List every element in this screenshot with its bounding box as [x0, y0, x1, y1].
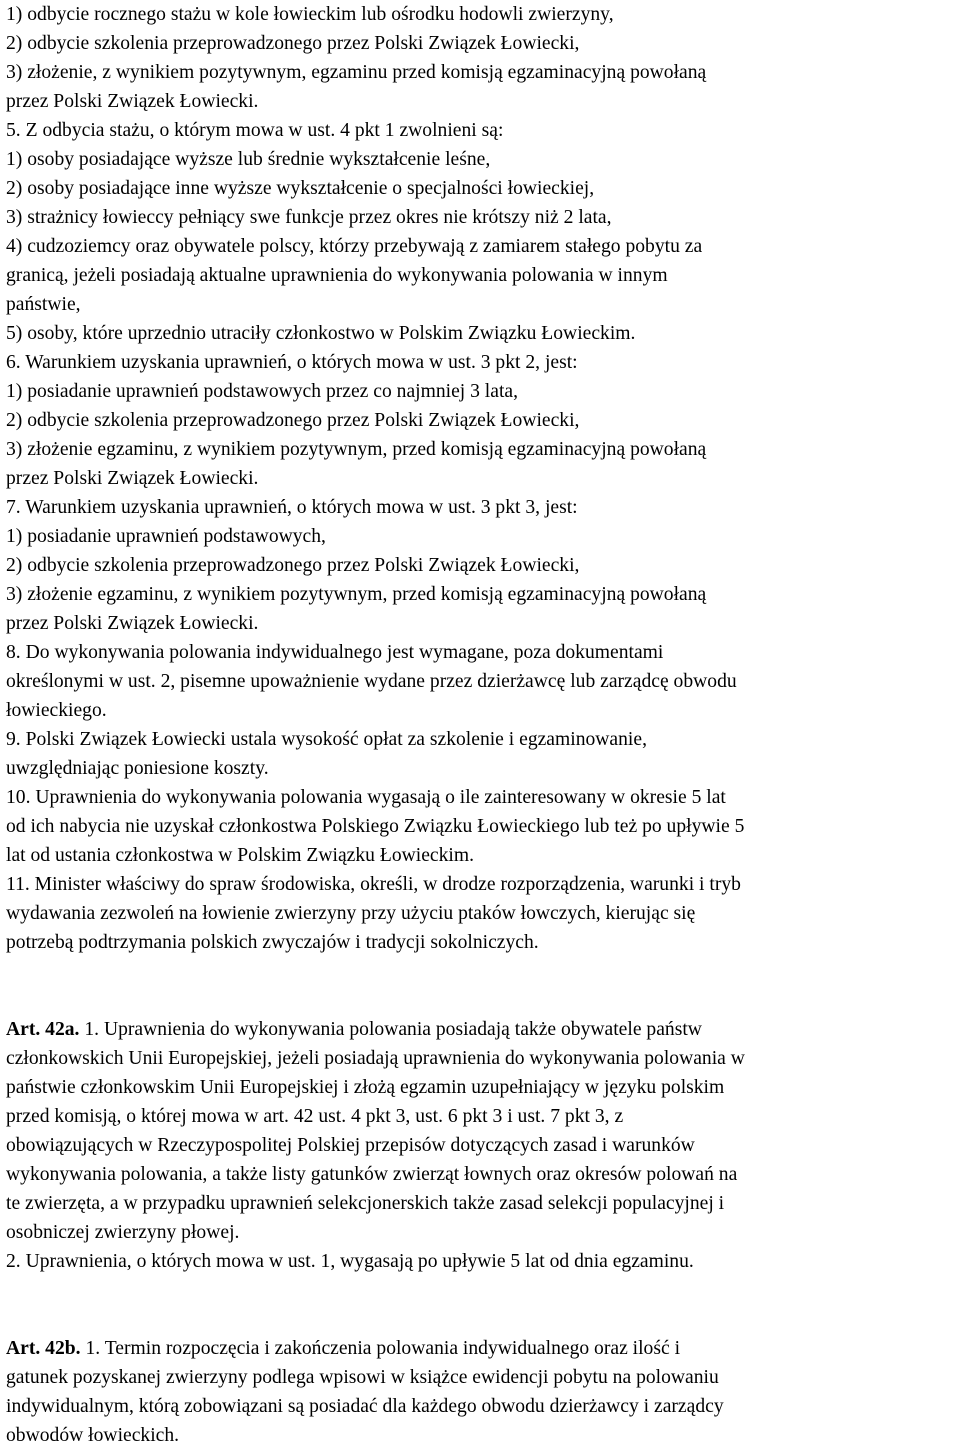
article-42b-first-text: 1. Termin rozpoczęcia i zakończenia polowania indywidualnego oraz ilość i	[80, 1338, 681, 1359]
text-line: 2) odbycie szkolenia przeprowadzonego przez Polski Związek Łowiecki,	[6, 33, 580, 54]
article-42a-first-text: 1. Uprawnienia do wykonywania polowania posiadają także obywatele państw	[79, 1019, 702, 1040]
spacer	[6, 1276, 956, 1305]
text-line: potrzebą podtrzymania polskich zwyczajów i tradycji sokolniczych.	[6, 932, 539, 953]
text-line: 7. Warunkiem uzyskania uprawnień, o których mowa w ust. 3 pkt 3, jest:	[6, 497, 578, 518]
text-line: 10. Uprawnienia do wykonywania polowania wygasają o ile zainteresowany w okresie 5 lat	[6, 787, 726, 808]
article-42a-label: Art. 42a.	[6, 1019, 80, 1040]
text-line: 9. Polski Związek Łowiecki ustala wysokość opłat za szkolenie i egzaminowanie,	[6, 729, 647, 750]
spacer	[6, 957, 956, 986]
text-line: 3) złożenie egzaminu, z wynikiem pozytywnym, przed komisją egzaminacyjną powołaną	[6, 439, 707, 460]
text-line: 3) strażnicy łowieccy pełniący swe funkcje przez okres nie krótszy niż 2 lata,	[6, 207, 612, 228]
text-line: uwzględniając poniesione koszty.	[6, 758, 269, 779]
text-line: 1) osoby posiadające wyższe lub średnie wykształcenie leśne,	[6, 149, 491, 170]
text-line: 3) złożenie egzaminu, z wynikiem pozytywnym, przed komisją egzaminacyjną powołaną	[6, 584, 707, 605]
article-42b-first-line	[6, 1334, 956, 1363]
text-line: przez Polski Związek Łowiecki.	[6, 91, 259, 112]
text-line: przez Polski Związek Łowiecki.	[6, 613, 259, 634]
spacer	[6, 986, 956, 1015]
article-42a-first-line	[6, 1015, 956, 1044]
text-line: lat od ustania członkostwa w Polskim Związku Łowieckim.	[6, 845, 474, 866]
article-42b	[6, 1334, 956, 1450]
text-line: 5) osoby, które uprzednio utraciły członkostwo w Polskim Związku Łowieckim.	[6, 323, 636, 344]
text-line: obwodów łowieckich.	[6, 1425, 180, 1446]
text-line: 2. Uprawnienia, o których mowa w ust. 1, wygasają po upływie 5 lat od dnia egzaminu.	[6, 1251, 694, 1272]
text-line: 6. Warunkiem uzyskania uprawnień, o których mowa w ust. 3 pkt 2, jest:	[6, 352, 578, 373]
text-line: przed komisją, o której mowa w art. 42 ust. 4 pkt 3, ust. 6 pkt 3 i ust. 7 pkt 3, z	[6, 1106, 624, 1127]
text-line: 4) cudzoziemcy oraz obywatele polscy, którzy przebywają z zamiarem stałego pobytu za	[6, 236, 703, 257]
text-line: granicą, jeżeli posiadają aktualne uprawnienia do wykonywania polowania w innym	[6, 265, 668, 286]
text-line: wydawania zezwoleń na łowienie zwierzyny przy użyciu ptaków łowczych, kierując się	[6, 903, 696, 924]
text-line: 3) złożenie, z wynikiem pozytywnym, egzaminu przed komisją egzaminacyjną powołaną	[6, 62, 707, 83]
text-line: łowieckiego.	[6, 700, 107, 721]
article-42a-lines	[6, 1044, 956, 1276]
spacer	[6, 1305, 956, 1334]
text-line: członkowskich Unii Europejskiej, jeżeli posiadają uprawnienia do wykonywania polowania w	[6, 1048, 745, 1069]
main-paragraphs	[6, 0, 956, 957]
text-line: państwie,	[6, 294, 81, 315]
text-line: wykonywania polowania, a także listy gatunków zwierząt łownych oraz okresów polowań na	[6, 1164, 738, 1185]
text-line: 1) posiadanie uprawnień podstawowych przez co najmniej 3 lata,	[6, 381, 518, 402]
text-line: państwie członkowskim Unii Europejskiej i złożą egzamin uzupełniający w języku polskim	[6, 1077, 725, 1098]
text-line: określonymi w ust. 2, pisemne upoważnienie wydane przez dzierżawcę lub zarządcę obwodu	[6, 671, 737, 692]
article-42b-lines	[6, 1363, 956, 1450]
text-line: gatunek pozyskanej zwierzyny podlega wpisowi w książce ewidencji pobytu na polowaniu	[6, 1367, 719, 1388]
text-line: indywidualnym, którą zobowiązani są posiadać dla każdego obwodu dzierżawcy i zarządcy	[6, 1396, 724, 1417]
text-line: 5. Z odbycia stażu, o którym mowa w ust. 4 pkt 1 zwolnieni są:	[6, 120, 504, 141]
text-line: od ich nabycia nie uzyskał członkostwa Polskiego Związku Łowieckiego lub też po upływie 5	[6, 816, 745, 837]
text-line: 11. Minister właściwy do spraw środowiska, określi, w drodze rozporządzenia, warunki i tryb	[6, 874, 741, 895]
text-line: 1) odbycie rocznego stażu w kole łowieckim lub ośrodku hodowli zwierzyny,	[6, 4, 614, 25]
text-line: te zwierzęta, a w przypadku uprawnień selekcjonerskich także zasad selekcji populacyjnej i	[6, 1193, 725, 1214]
text-line: 2) odbycie szkolenia przeprowadzonego przez Polski Związek Łowiecki,	[6, 410, 580, 431]
article-42b-label: Art. 42b.	[6, 1338, 81, 1359]
text-line: 1) posiadanie uprawnień podstawowych,	[6, 526, 326, 547]
text-line: obowiązujących w Rzeczypospolitej Polskiej przepisów dotyczących zasad i warunków	[6, 1135, 695, 1156]
document-page	[6, 0, 956, 1450]
text-line: przez Polski Związek Łowiecki.	[6, 468, 259, 489]
text-line: osobniczej zwierzyny płowej.	[6, 1222, 240, 1243]
text-line: 2) osoby posiadające inne wyższe wykształcenie o specjalności łowieckiej,	[6, 178, 595, 199]
text-line: 2) odbycie szkolenia przeprowadzonego przez Polski Związek Łowiecki,	[6, 555, 580, 576]
article-42a	[6, 1015, 956, 1276]
text-line: 8. Do wykonywania polowania indywidualnego jest wymagane, poza dokumentami	[6, 642, 664, 663]
